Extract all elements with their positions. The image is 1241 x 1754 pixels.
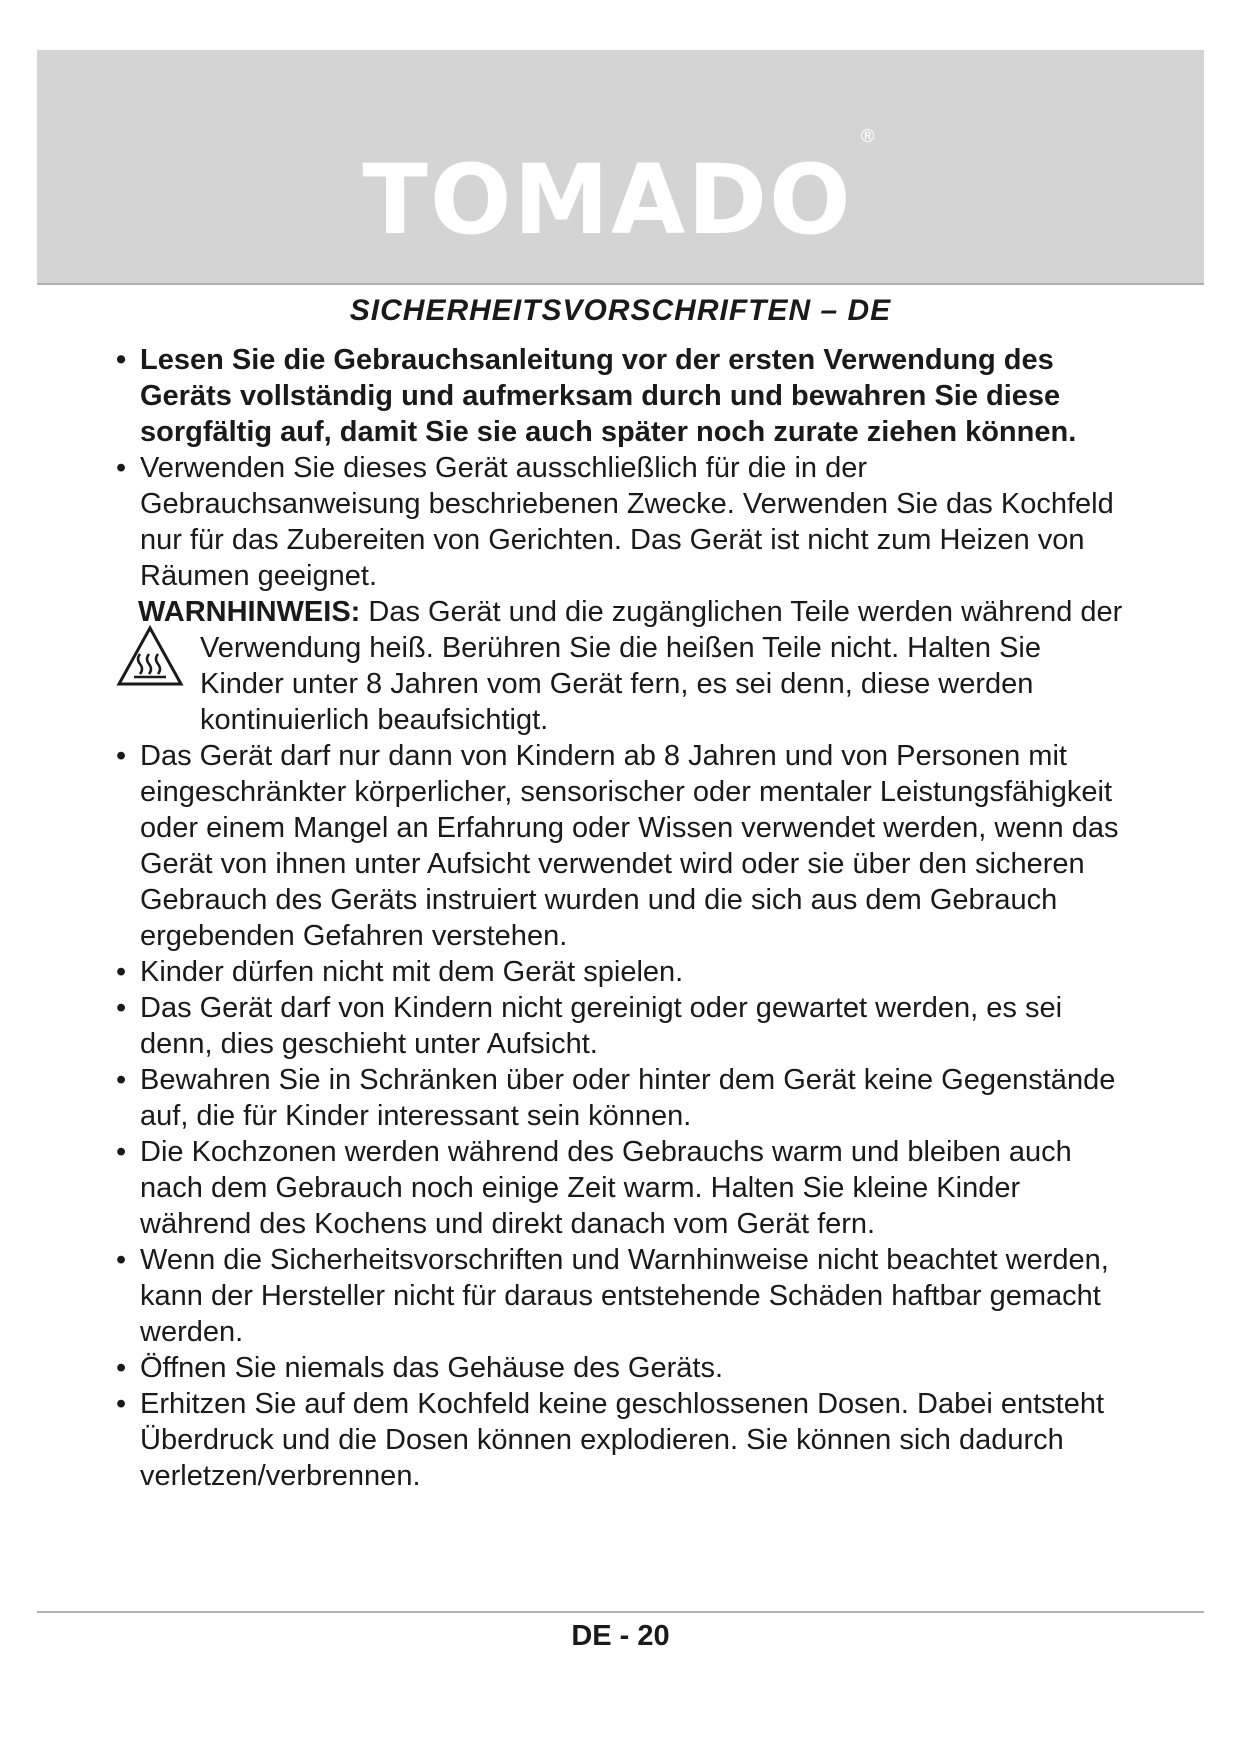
list-item: • Wenn die Sicherheitsvorschriften und Warnhinweise nicht beachtet werden, kann der Hersteller nicht für daraus entstehende Schäden haftbar gemacht werden. — [116, 1242, 1126, 1350]
hot-surface-warning-icon — [116, 624, 184, 688]
brand-name: TOMADO — [362, 144, 853, 256]
registered-mark: ® — [858, 126, 879, 147]
list-item: • Lesen Sie die Gebrauchsanleitung vor der ersten Verwendung des Geräts vollständig und aufmerksam durch und bewahren Sie diese sorgfältig auf, damit Sie sie auch später noch zurate ziehen können. — [116, 342, 1126, 450]
list-item: • Kinder dürfen nicht mit dem Gerät spielen. — [116, 954, 1126, 990]
list-item: • Verwenden Sie dieses Gerät ausschließlich für die in der Gebrauchsanweisung beschriebenen Zwecke. Verwenden Sie das Kochfeld nur für das Zubereiten von Gerichten. Das Gerät ist nicht zum Heizen von Räumen geeignet. — [116, 450, 1126, 594]
brand-logo — [37, 126, 1204, 256]
list-item: • Die Kochzonen werden während des Gebrauchs warm und bleiben auch nach dem Gebrauch noch einige Zeit warm. Halten Sie kleine Kinder während des Kochens und direkt danach vom Gerät fern. — [116, 1134, 1126, 1242]
footer-divider — [37, 1611, 1204, 1613]
warning-label: WARNHINWEIS: — [138, 596, 361, 628]
page-number: DE - 20 — [571, 1620, 670, 1652]
list-item: • Das Gerät darf von Kindern nicht gereinigt oder gewartet werden, es sei denn, dies geschieht unter Aufsicht. — [116, 990, 1126, 1062]
list-item: • Bewahren Sie in Schränken über oder hinter dem Gerät keine Gegenstände auf, die für Kinder interessant sein können. — [116, 1062, 1126, 1134]
list-item: • Öffnen Sie niemals das Gehäuse des Geräts. — [116, 1350, 1126, 1386]
list-item: • Das Gerät darf nur dann von Kindern ab 8 Jahren und von Personen mit eingeschränkter körperlicher, sensorischer oder mentaler Leistungsfähigkeit oder einem Mangel an Erfahrung oder Wissen verwendet werden, wenn das Gerät von ihnen unter Aufsicht verwendet wird oder sie über den sicheren Gebrauch des Geräts instruiert wurden und die sich aus dem Gebrauch ergebenden Gefahren verstehen. — [116, 738, 1126, 954]
safety-list — [116, 342, 1126, 1494]
header-banner — [37, 50, 1204, 285]
list-item: • Erhitzen Sie auf dem Kochfeld keine geschlossenen Dosen. Dabei entsteht Überdruck und die Dosen können explodieren. Sie können sich dadurch verletzen/verbrennen. — [116, 1386, 1126, 1494]
warning-text: Das Gerät und die zugänglichen Teile werden während der Verwendung heiß. Berühren Sie die heißen Teile nicht. Halten Sie Kinder unter 8 Jahren vom Gerät fern, es sei denn, diese werden kontinuierlich beaufsichtigt. — [200, 596, 1123, 736]
page-title: SICHERHEITSVORSCHRIFTEN – DE — [349, 294, 892, 327]
warning-block — [116, 594, 1126, 738]
